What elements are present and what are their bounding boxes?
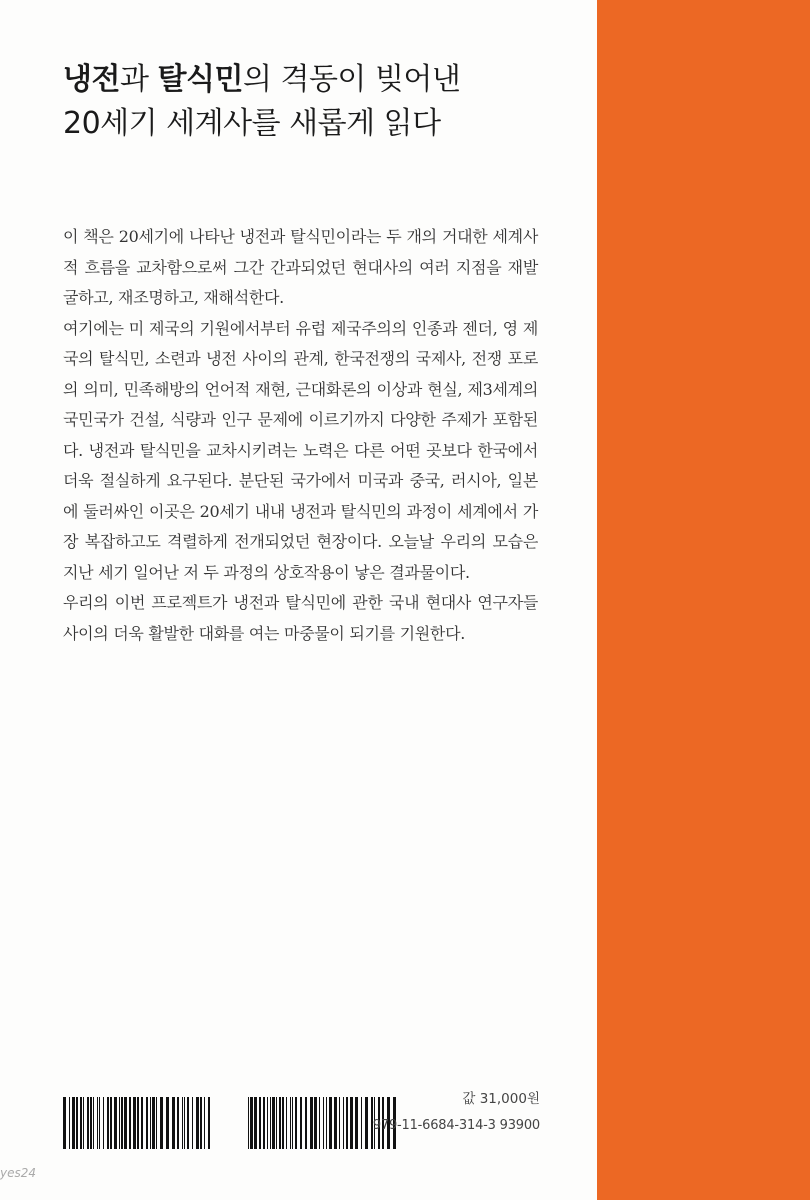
paragraph: 여기에는 미 제국의 기원에서부터 유럽 제국주의의 인종과 젠더, 영 제국의 탈식민, 소련과 냉전 사이의 관계, 한국전쟁의 국제사, 전쟁 포로의 의미, 민족해방의 언어적 재현, 근대화론의 이상과 현실, 제3세계의 국민국가 건설, 식량과 인구 문제에 이르기까지 다양한 주제가 포함된다. 냉전과 탈식민을 교차시키려는 노력은 다른 어떤 곳보다 한국에서 더욱 절실하게 요구된다. 분단된 국가에서 미국과 중국, 러시아, 일본에 둘러싸인 이곳은 20세기 내내 냉전과 탈식민의 과정이 세계에서 가장 복잡하고도 격렬하게 전개되었던 현장이다. 오늘날 우리의 모습은 지난 세기 일어난 저 두 과정의 상호작용이 낳은 결과물이다. xyxy=(63,318,538,582)
barcode-icon xyxy=(63,1097,211,1149)
price: 값 31,000원 xyxy=(462,1091,540,1107)
body-text xyxy=(63,222,538,649)
paragraph: 우리의 이번 프로젝트가 냉전과 탈식민에 관한 국내 현대사 연구자들 사이의 더욱 활발한 대화를 여는 마중물이 되기를 기원한다. xyxy=(63,593,538,643)
headline-line-1 xyxy=(63,58,583,102)
isbn: 979-11-6684-314-3 93900 xyxy=(372,1118,540,1133)
headline-text: 과 xyxy=(119,62,158,97)
headline-keyword-decolonization: 탈식민 xyxy=(157,62,243,97)
headline-line-2: 20세기 세계사를 새롭게 읽다 xyxy=(63,106,441,141)
orange-spine xyxy=(597,0,810,1200)
headline-text: 의 격동이 빚어낸 xyxy=(242,62,461,97)
headline xyxy=(63,58,583,146)
paragraph: 이 책은 20세기에 나타난 냉전과 탈식민이라는 두 개의 거대한 세계사적 흐름을 교차함으로써 그간 간과되었던 현대사의 여러 지점을 재발굴하고, 재조명하고, 재해석한다. xyxy=(63,227,538,307)
headline-keyword-cold-war: 냉전 xyxy=(63,62,120,97)
watermark: yes24 xyxy=(0,1166,37,1180)
